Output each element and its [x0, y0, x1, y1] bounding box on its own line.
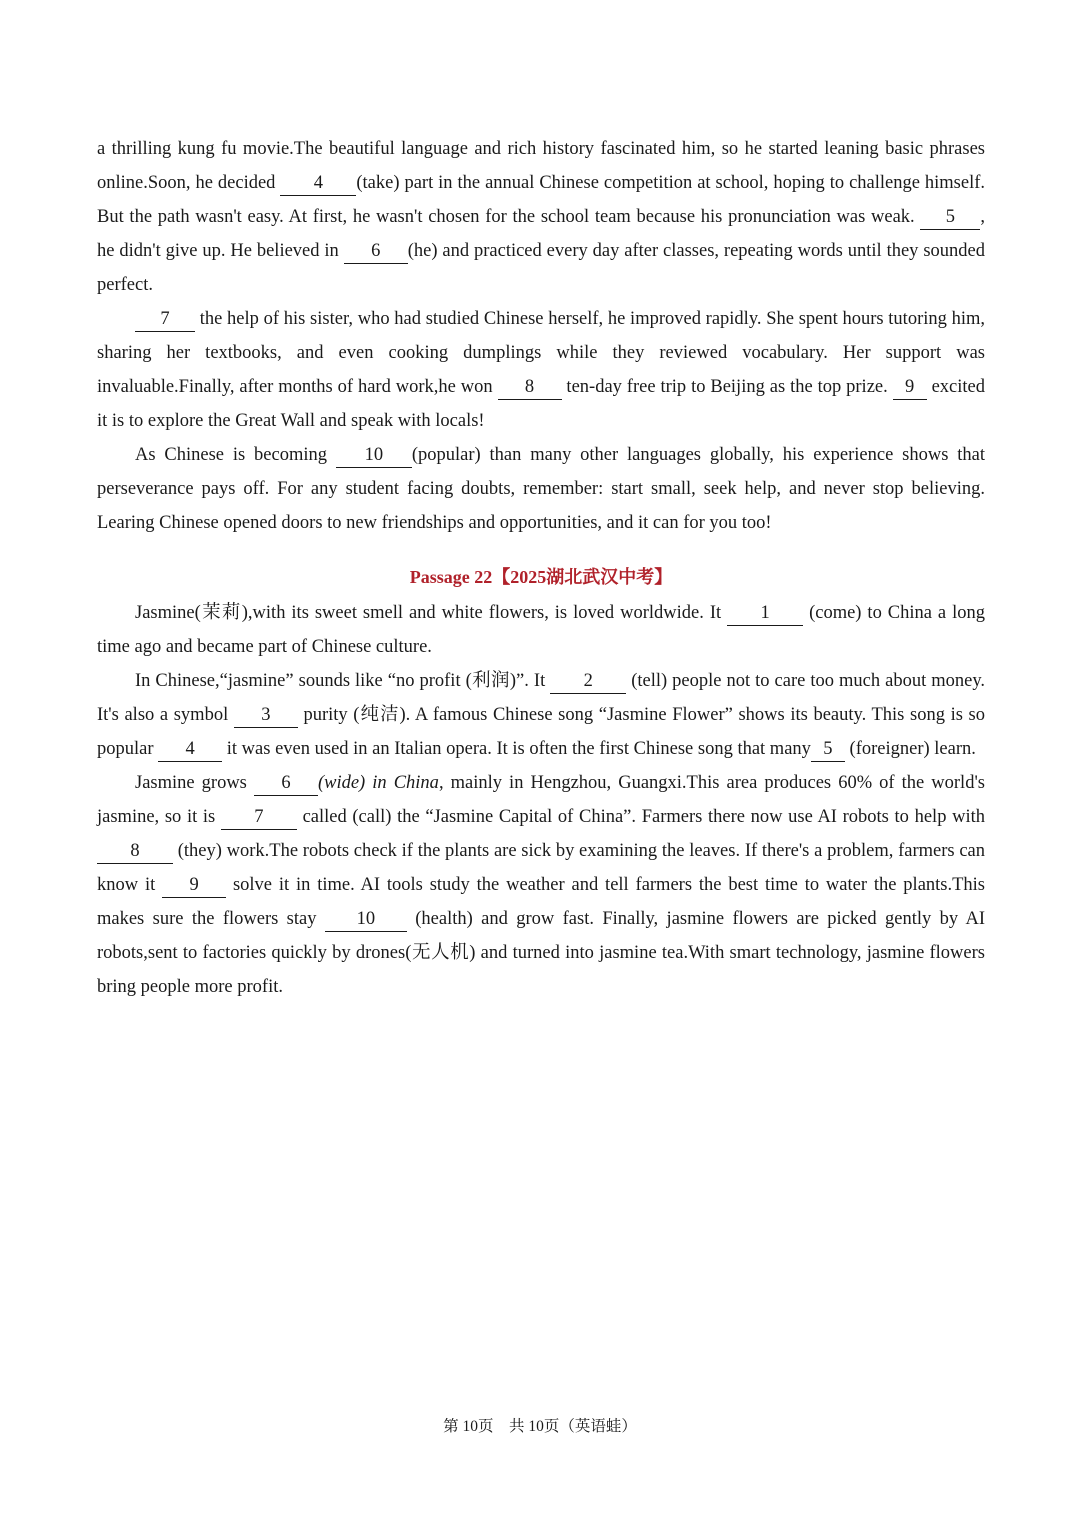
text-segment: excited it is to explore the Great Wall and speak with locals!	[97, 377, 985, 431]
blank-9[interactable]: 9	[162, 873, 226, 898]
text-segment: (they) work.The robots check if the plants are sick by examining the leaves. If there's a problem, farmers can know it	[97, 841, 985, 895]
blank-4[interactable]: 4	[280, 171, 356, 196]
page-footer: 第 10页 共 10页（英语蛙）	[443, 1418, 637, 1435]
text-segment: (health) and grow fast. Finally, jasmine flowers are picked gently by AI robots,sent to factories quickly by drones(无人机) and turned into jasmine tea.With smart technology, jasmine flowers bring people more profit.	[97, 909, 985, 997]
blank-10[interactable]: 10	[336, 443, 412, 468]
blank-7[interactable]: 7	[221, 805, 297, 830]
text-segment: solve it in time. AI tools study the weather and tell farmers the best time to water the plants.This makes sure the flowers stay	[97, 875, 986, 929]
blank-5[interactable]: 5	[920, 205, 980, 230]
text-segment: (come) to China a long time ago and became part of Chinese culture.	[97, 603, 985, 657]
text-segment: , mainly in Hengzhou, Guangxi.This area produces 60% of the world's jasmine, so it is	[97, 773, 985, 827]
text-segment: As Chinese is becoming	[135, 445, 336, 465]
text-segment: called (call) the “Jasmine Capital of China”. Farmers there now use AI robots to help with	[296, 807, 985, 827]
text-segment: In Chinese,“jasmine” sounds like “no profit (利润)”. It	[135, 671, 551, 691]
passage21-paragraph-3	[97, 438, 985, 540]
passage22-paragraph-2	[97, 664, 985, 766]
text-segment: (tell) people not to care too much about money. It's also a symbol	[97, 671, 985, 725]
text-segment: purity (纯洁). A famous Chinese song “Jasmine Flower” shows its beauty. This song is so popular	[97, 705, 986, 759]
passage22-paragraph-1	[97, 596, 985, 664]
text-segment: (foreigner) learn.	[844, 739, 976, 759]
page-content	[97, 132, 985, 1004]
blank-9[interactable]: 9	[893, 375, 927, 400]
blank-2[interactable]: 2	[550, 669, 626, 694]
blank-6[interactable]: 6	[344, 239, 408, 264]
blank-1[interactable]: 1	[727, 601, 803, 626]
text-segment: ten-day free trip to Beijing as the top prize.	[561, 377, 893, 397]
blank-3[interactable]: 3	[234, 703, 298, 728]
blank-10[interactable]: 10	[325, 907, 407, 932]
text-segment: (popular) than many other languages globally, his experience shows that perseverance pays off. For any student facing doubts, remember: start small, seek help, and never stop believing. Learing Chinese opened doors to new friendships and opportunities, and it can for you too!	[97, 445, 985, 533]
passage22-heading: Passage 22【2025湖北武汉中考】	[409, 567, 673, 587]
text-segment: (he) and practiced every day after classes, repeating words until they sounded perfect.	[97, 241, 985, 295]
text-segment: a thrilling kung fu movie.The beautiful language and rich history fascinated him, so he started leaning basic phrases online.Soon, he decided	[97, 139, 985, 193]
text-segment: (take) part in the annual Chinese competition at school, hoping to challenge himself. But the path wasn't easy. At first, he wasn't chosen for the school team because his pronunciation was weak.	[97, 173, 986, 227]
blank-4[interactable]: 4	[158, 737, 222, 762]
blank-7[interactable]: 7	[135, 307, 195, 332]
blank-5[interactable]: 5	[811, 737, 845, 762]
text-segment: Jasmine(茉莉),with its sweet smell and white flowers, is loved worldwide. It	[135, 603, 728, 623]
text-segment: (wide) in China	[317, 773, 439, 793]
blank-6[interactable]: 6	[254, 771, 318, 796]
passage22-paragraph-3	[97, 766, 985, 1004]
text-segment: it was even used in an Italian opera. It is often the first Chinese song that many	[222, 739, 811, 759]
text-segment: Jasmine grows	[135, 773, 254, 793]
blank-8[interactable]: 8	[97, 839, 173, 864]
text-segment: the help of his sister, who had studied Chinese herself, he improved rapidly. She spent hours tutoring him, sharing her textbooks, and even cooking dumplings while they reviewed vocabulary. Her support was invaluable.Finally, after months of hard work,he won	[97, 309, 985, 397]
passage21-paragraph-2	[97, 302, 985, 438]
blank-8[interactable]: 8	[498, 375, 562, 400]
text-segment: , he didn't give up. He believed in	[97, 207, 985, 261]
passage21-paragraph-1	[97, 132, 985, 302]
